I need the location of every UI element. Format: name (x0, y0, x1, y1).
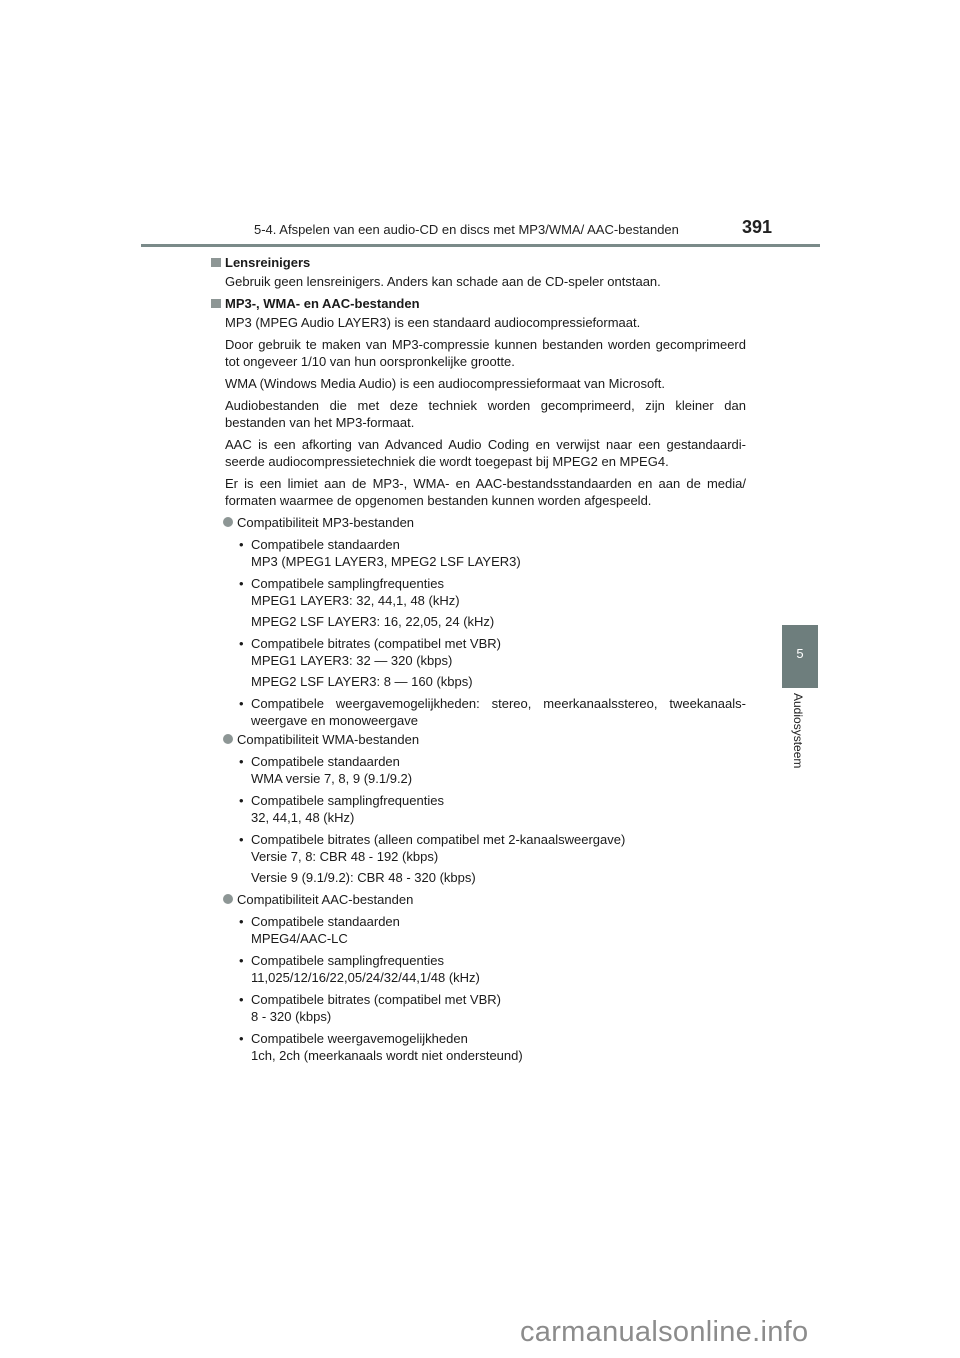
list-item (225, 952, 746, 986)
item-label: Compatibele bitrates (compatibel met VBR) (251, 992, 501, 1007)
chapter-tab: 5 (782, 625, 818, 688)
bullet-icon: • (239, 992, 244, 1007)
list-item (225, 991, 746, 1025)
heading-text: MP3-, WMA- en AAC-bestanden (225, 296, 420, 311)
bullet-icon: • (239, 832, 244, 847)
item-value: WMA versie 7, 8, 9 (9.1/9.2) (251, 771, 413, 786)
item-label: Compatibele samplingfrequenties (251, 953, 444, 968)
section-mp3 (225, 514, 746, 531)
bullet-icon: • (239, 1031, 244, 1046)
item-label: Compatibele bitrates (alleen compatibel met 2-kanaalsweergave) (251, 832, 626, 847)
paragraph: Door gebruik te maken van MP3-compressie kunnen bestanden worden gecomprimeerd tot ongeveer 1/10 van hun oorspronkelijke grootte. (225, 337, 746, 369)
circle-bullet-icon (223, 894, 233, 904)
list-item (225, 831, 746, 865)
item-value: MPEG2 LSF LAYER3: 16, 22,05, 24 (kHz) (251, 614, 495, 629)
list-item (225, 913, 746, 947)
chapter-label: Audiosysteem (791, 693, 805, 769)
item-label: Compatibele weergavemogelijkheden: stereo, meerkanaalsstereo, tweekanaalsweergave en monoweergave (251, 696, 746, 728)
bullet-icon: • (239, 793, 244, 808)
paragraph: Audiobestanden die met deze techniek worden gecomprimeerd, zijn kleiner dan bestanden van het MP3-formaat. (225, 398, 746, 430)
item-value: 1ch, 2ch (meerkanaals wordt niet ondersteund) (251, 1048, 523, 1063)
page-content (211, 254, 746, 1064)
item-label: Compatibele samplingfrequenties (251, 793, 444, 808)
bullet-icon: • (239, 636, 244, 651)
section-wma (225, 731, 746, 748)
page-number: 391 (742, 217, 773, 237)
heading-text: Lensreinigers (225, 255, 311, 270)
item-label: Compatibele standaarden (251, 754, 400, 769)
list-item (225, 1030, 746, 1064)
item-value: MP3 (MPEG1 LAYER3, MPEG2 LSF LAYER3) (251, 554, 521, 569)
section-aac (225, 891, 746, 908)
circle-bullet-icon (223, 517, 233, 527)
section-title: Compatibiliteit WMA-bestanden (237, 732, 420, 747)
paragraph: Er is een limiet aan de MP3-, WMA- en AAC-bestandsstandaarden en aan de media/ formaten waarmee de opgenomen bestanden kunnen worden afgespeeld. (225, 476, 746, 508)
section-title: 5-4. Afspelen van een audio-CD en discs met MP3/WMA/ AAC-bestanden (254, 222, 679, 237)
bullet-icon: • (239, 953, 244, 968)
paragraph: AAC is een afkorting van Advanced Audio Coding en verwijst naar een gestandaardiseerde audiocompressietechniek die wordt toegepast bij MPEG2 en MPEG4. (225, 437, 746, 469)
section-title: Compatibiliteit MP3-bestanden (237, 515, 415, 530)
list-item (225, 695, 746, 729)
item-value: MPEG2 LSF LAYER3: 8 — 160 (kbps) (251, 674, 473, 689)
bullet-icon: • (239, 914, 244, 929)
paragraph: MP3 (MPEG Audio LAYER3) is een standaard audiocompressieformaat. (225, 315, 641, 330)
paragraph: Gebruik geen lensreinigers. Anders kan schade aan de CD-speler ontstaan. (225, 274, 661, 289)
item-value: 11,025/12/16/22,05/24/32/44,1/48 (kHz) (251, 970, 480, 985)
list-item (225, 635, 746, 669)
item-label: Compatibele bitrates (compatibel met VBR) (251, 636, 501, 651)
section-title: Compatibiliteit AAC-bestanden (237, 892, 414, 907)
bullet-icon: • (239, 754, 244, 769)
item-label: Compatibele weergavemogelijkheden (251, 1031, 468, 1046)
circle-bullet-icon (223, 734, 233, 744)
heading-lensreinigers (211, 254, 746, 271)
square-bullet-icon (211, 299, 221, 308)
bullet-icon: • (239, 537, 244, 552)
item-value: MPEG1 LAYER3: 32 — 320 (kbps) (251, 653, 453, 668)
item-value: Versie 7, 8: CBR 48 - 192 (kbps) (251, 849, 439, 864)
item-value: Versie 9 (9.1/9.2): CBR 48 - 320 (kbps) (251, 870, 476, 885)
bullet-icon: • (239, 696, 244, 711)
list-item (225, 753, 746, 787)
item-value: 32, 44,1, 48 (kHz) (251, 810, 355, 825)
heading-formats (211, 295, 746, 312)
list-item (225, 536, 746, 570)
item-value: MPEG1 LAYER3: 32, 44,1, 48 (kHz) (251, 593, 460, 608)
item-label: Compatibele standaarden (251, 537, 400, 552)
bullet-icon: • (239, 576, 244, 591)
item-value: MPEG4/AAC-LC (251, 931, 348, 946)
header-divider (141, 244, 820, 247)
list-item (225, 792, 746, 826)
item-label: Compatibele standaarden (251, 914, 400, 929)
watermark: carmanualsonline.info (520, 1316, 809, 1348)
item-label: Compatibele samplingfrequenties (251, 576, 444, 591)
list-item (225, 575, 746, 609)
paragraph: WMA (Windows Media Audio) is een audiocompressieformaat van Microsoft. (225, 376, 666, 391)
square-bullet-icon (211, 258, 221, 267)
item-value: 8 - 320 (kbps) (251, 1009, 332, 1024)
